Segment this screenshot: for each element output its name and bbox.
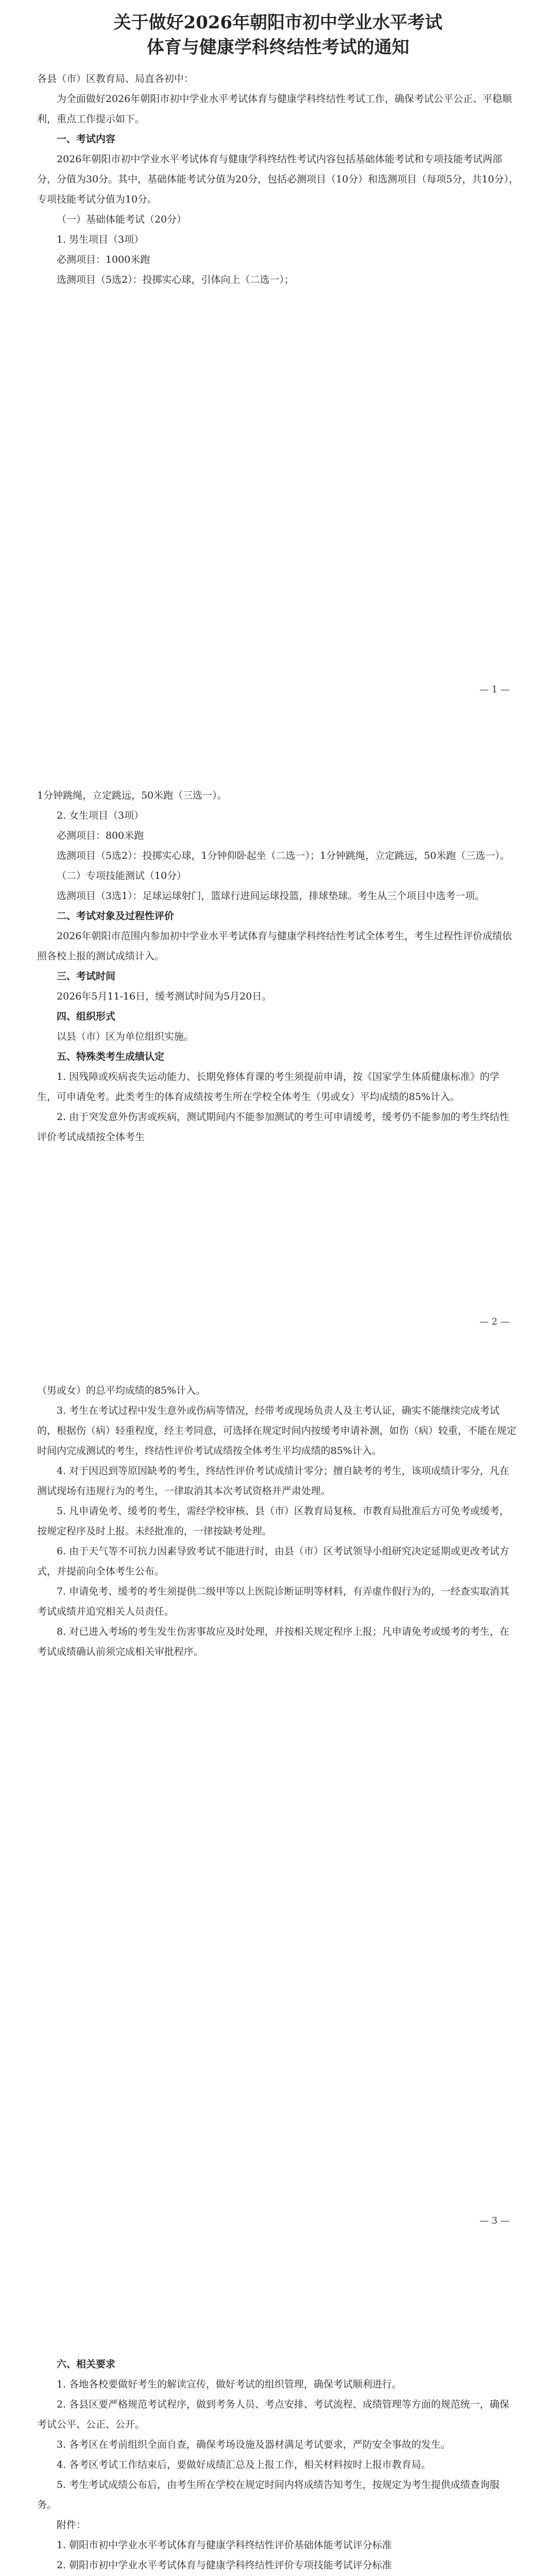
section-heading: 六、相关要求 [57,2359,116,2370]
page-4-body [37,2354,519,2576]
title-line-2: 体育与健康学科终结性考试的通知 [147,37,409,58]
paragraph: （二）专项技能测试（10分） [57,870,187,882]
page-number-3: — 3 — [479,2215,510,2226]
paragraph: （男或女）的总平均成绩的85%计入。 [37,1385,206,1396]
paragraph: 2. 各县区要严格规范考试程序，做到考务人员、考点安排、考试流程、成绩管理等方面的规范统一，确保考试公平、公正、公开。 [37,2399,510,2430]
section-heading: 三、考试时间 [57,971,116,982]
paragraph: 附件： [57,2519,86,2531]
section-heading: 二、考试对象及过程性评价 [57,910,175,922]
paragraph: 6. 由于天气等不可抗力因素导致考试不能进行时，由县（市）区考试领导小组研究决定延期或更改考试方式，并提前向全体考生公布。 [37,1546,510,1577]
paragraph: 3. 各考区在考前组织全面自查，确保考场设施及器材满足考试要求，严防安全事故的发生。 [57,2439,451,2450]
page-4 [0,2354,556,2576]
paragraph: 各县（市）区教育局、局直各初中： [37,73,194,84]
paragraph: 1. 因残障或疾病丧失运动能力、长期免修体育课的考生须提前申请，按《国家学生体质健康标准》的学生，可申请免考。此类考生的体育成绩按考生所在学校全体考生（男或女）平均成绩的85%计入。 [37,1071,500,1103]
paragraph: （一）基础体能考试（20分） [57,214,187,225]
paragraph: 5. 考生考试成绩公布后，由考生所在学校在规定时间内将成绩告知考生，按规定为考生提供成绩查询服务。 [37,2479,500,2511]
paragraph: 以县（市）区为单位组织实施。 [57,1031,194,1042]
paragraph: 1. 各地各校要做好考生的解读宣传，做好考试的组织管理，确保考试顺利进行。 [57,2379,402,2390]
page-2-body [37,786,519,1147]
paragraph: 选测项目（3选1）：足球运球射门，篮球行进间运球投篮，排球垫球。考生从三个项目中选考一项。 [57,890,485,902]
paragraph: 必测项目：800米跑 [57,830,144,841]
paragraph: 2026年朝阳市范围内参加初中学业水平考试体育与健康学科终结性考试全体考生，考生过程性评价成绩依照各校上报的测试成绩计入。 [37,930,512,962]
page-number-2: — 2 — [479,1316,510,1327]
page-1 [0,10,556,290]
paragraph: 4. 各考区考试工作结束后，要做好成绩汇总及上报工作，相关材料按时上报市教育局。 [57,2459,431,2470]
document-title [37,10,519,60]
page-3 [0,1381,556,1662]
paragraph: 为全面做好2026年朝阳市初中学业水平考试体育与健康学科终结性考试工作，确保考试公平公正、平稳顺利，重点工作提示如下。 [37,93,512,125]
paragraph: 8. 对已进入考场的考生发生伤害事故应及时处理，并按相关规定程序上报；凡申请免考或缓考的考生，在考试成绩确认前须完成相关审批程序。 [37,1626,510,1657]
section-heading: 四、组织形式 [57,1011,116,1022]
paragraph: 选测项目（5选2）：投掷实心球，引体向上（二选一）； [57,274,294,285]
section-heading: 五、特殊类考生成绩认定 [57,1051,165,1062]
page-1-body [37,69,519,290]
paragraph: 2. 女生项目（3项） [57,810,144,821]
title-line-1: 关于做好2026年朝阳市初中学业水平考试 [113,12,443,33]
page-3-body [37,1381,519,1662]
paragraph: 2026年5月11-16日，缓考测试时间为5月20日。 [57,991,272,1002]
paragraph: 4. 对于因迟到等原因缺考的考生，终结性评价考试成绩计零分；擅自缺考的考生，该项成绩计零分，凡在测试现场有违规行为的考生，一律取消其本次考试资格并严肃处理。 [37,1465,510,1497]
paragraph: 5. 凡申请免考、缓考的考生，需经学校审核、县（市）区教育局复核、市教育局批准后方可免考或缓考，按规定程序及时上报。未经批准的，一律按缺考处理。 [37,1505,510,1537]
section-heading: 一、考试内容 [57,133,116,145]
paragraph: 2. 由于突发意外伤害或疾病，测试期间内不能参加测试的考生可申请缓考，缓考仍不能参加的考生终结性评价考试成绩按全体考生 [37,1111,510,1143]
paragraph: 1. 朝阳市初中学业水平考试体育与健康学科终结性评价基础体能考试评分标准 [57,2539,392,2551]
page-number-1: — 1 — [479,684,510,695]
paragraph: 3. 考生在考试过程中发生意外或伤病等情况，经带考或现场负责人及主考认证，确实不能继续完成考试的，根据伤（病）轻重程度，经主考同意，可选择在规定时间内按缓考申请补测，如伤（病）较重，不能在规定时间内完成测试的考生，终结性评价考试成绩按全体考生平均成绩的85%计入。 [37,1405,517,1456]
paragraph: 必测项目：1000米跑 [57,254,150,265]
paragraph: 2026年朝阳市初中学业水平考试体育与健康学科终结性考试内容包括基础体能考试和专项技能考试两部分，分值为30分。其中，基础体能考试分值为20分，包括必测项目（10分）和选测项目（每项5分，共10分），专项技能考试分值为10分。 [37,154,519,205]
page-2 [0,786,556,1147]
paragraph: 选测项目（5选2）：投掷实心球，1分钟仰卧起坐（二选一）；1分钟跳绳，立定跳远，50米跑（三选一）。 [57,850,510,861]
paragraph: 7. 申请免考、缓考的考生须提供二级甲等以上医院诊断证明等材料，有弄虚作假行为的，一经查实取消其考试成绩并追究相关人员责任。 [37,1586,510,1617]
paragraph: 2. 朝阳市初中学业水平考试体育与健康学科终结性评价专项技能考试评分标准 [57,2560,392,2571]
paragraph: 1. 男生项目（3项） [57,234,144,245]
paragraph: 1分钟跳绳，立定跳远，50米跑（三选一）。 [37,790,227,801]
